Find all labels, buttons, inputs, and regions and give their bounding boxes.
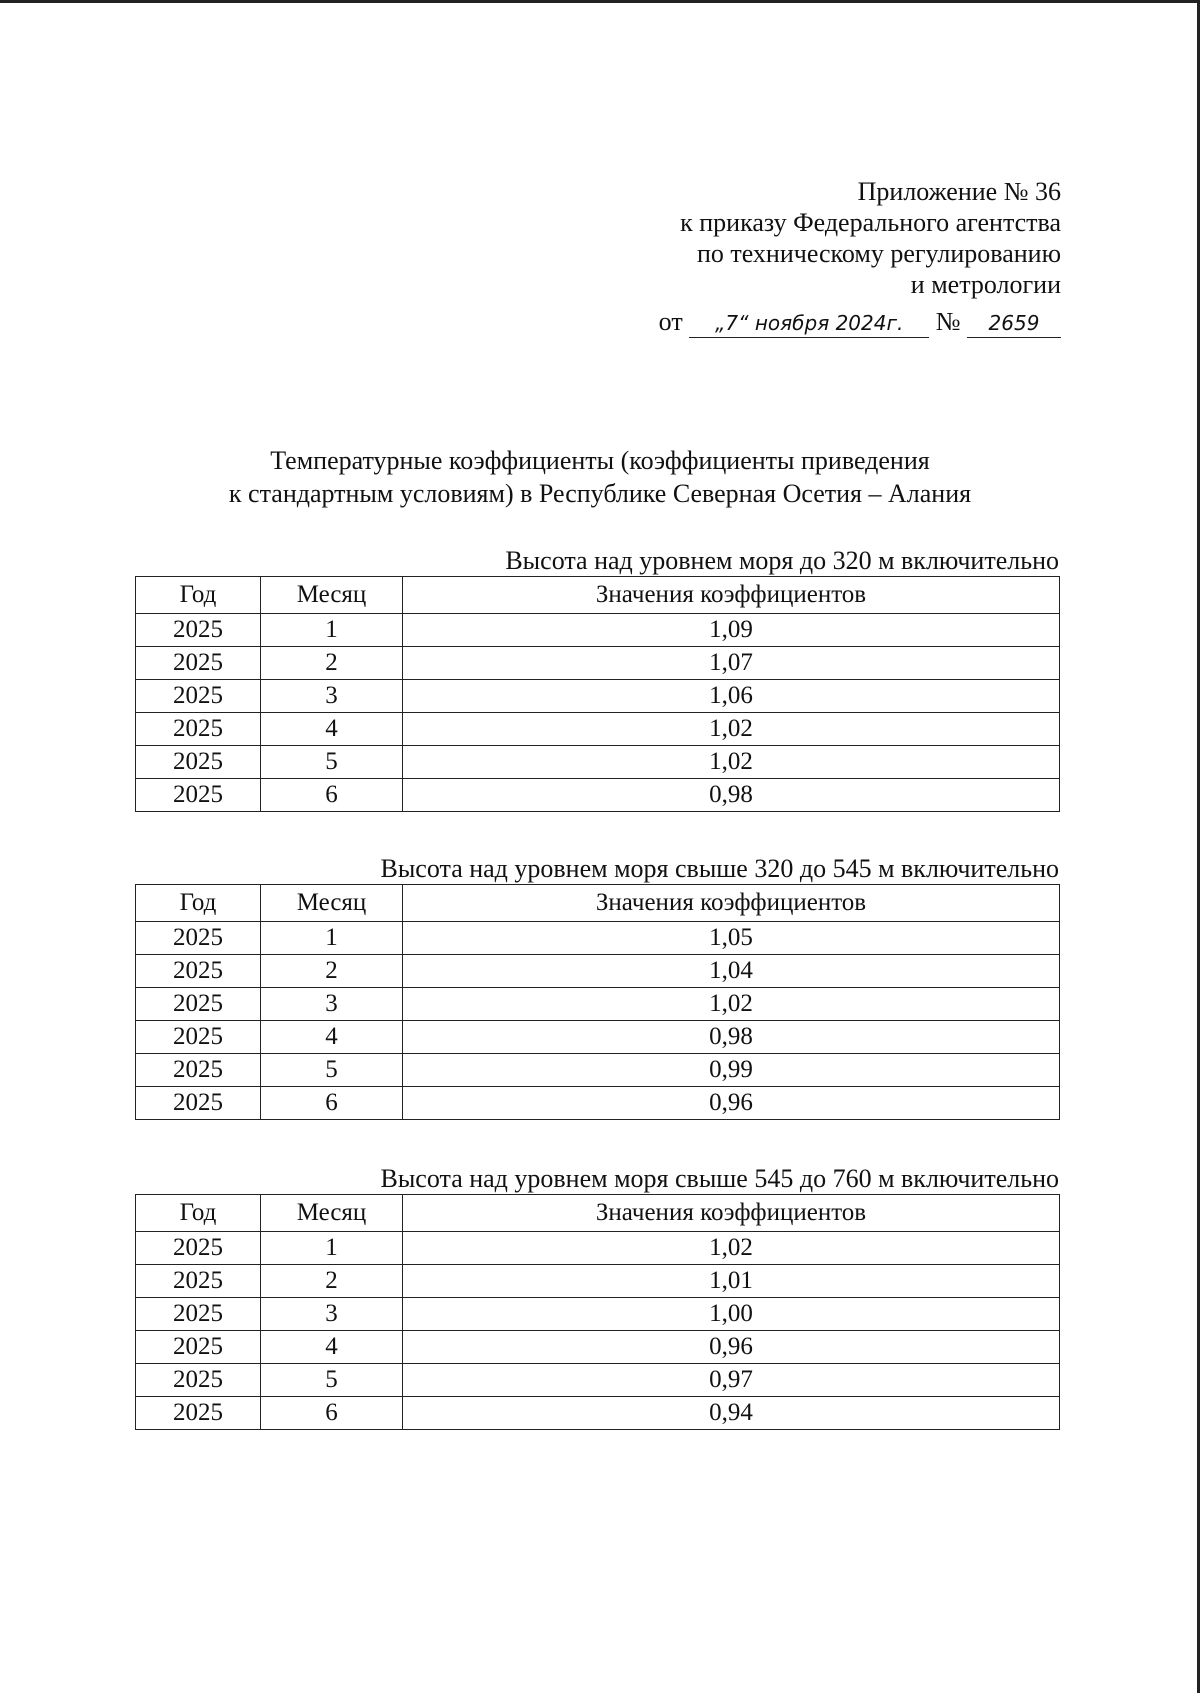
cell-value: 0,98: [403, 1021, 1060, 1054]
cell-value: 0,99: [403, 1054, 1060, 1087]
section-altitude-545-760: [135, 1164, 1059, 1430]
cell-month: 3: [261, 680, 403, 713]
table-row: [136, 988, 1060, 1021]
table-row: [136, 713, 1060, 746]
cell-year: 2025: [136, 1298, 261, 1331]
coefficients-table: [135, 1194, 1060, 1430]
handwritten-order-number: 2659: [967, 309, 1061, 338]
title-line-1: Температурные коэффициенты (коэффициенты приведения: [270, 446, 930, 475]
cell-month: 4: [261, 713, 403, 746]
table-row: [136, 1021, 1060, 1054]
cell-year: 2025: [136, 1364, 261, 1397]
cell-year: 2025: [136, 680, 261, 713]
table-row: [136, 1232, 1060, 1265]
table-row: [136, 680, 1060, 713]
handwritten-date: „7“ ноября 2024г.: [689, 309, 929, 338]
cell-year: 2025: [136, 1232, 261, 1265]
cell-year: 2025: [136, 1331, 261, 1364]
column-header-month: Месяц: [261, 885, 403, 922]
cell-value: 1,00: [403, 1298, 1060, 1331]
cell-month: 5: [261, 1364, 403, 1397]
cell-value: 1,06: [403, 680, 1060, 713]
cell-year: 2025: [136, 1265, 261, 1298]
cell-month: 6: [261, 1397, 403, 1430]
section-altitude-320-545: [135, 854, 1059, 1120]
cell-year: 2025: [136, 647, 261, 680]
cell-month: 1: [261, 614, 403, 647]
table-caption: Высота над уровнем моря свыше 320 до 545 м включительно: [380, 854, 1059, 883]
table-row: [136, 1364, 1060, 1397]
number-label: №: [935, 307, 961, 336]
cell-value: 0,98: [403, 779, 1060, 812]
cell-value: 0,96: [403, 1087, 1060, 1120]
appendix-agency-line-end: и метрологии: [910, 270, 1061, 299]
cell-value: 1,02: [403, 746, 1060, 779]
cell-year: 2025: [136, 988, 261, 1021]
cell-month: 2: [261, 647, 403, 680]
table-header-row: [136, 577, 1060, 614]
table-header-row: [136, 1195, 1060, 1232]
cell-month: 3: [261, 1298, 403, 1331]
cell-month: 5: [261, 1054, 403, 1087]
cell-value: 1,02: [403, 1232, 1060, 1265]
table-row: [136, 1331, 1060, 1364]
cell-value: 0,97: [403, 1364, 1060, 1397]
cell-year: 2025: [136, 1054, 261, 1087]
cell-year: 2025: [136, 614, 261, 647]
appendix-number: Приложение № 36: [857, 177, 1061, 206]
cell-month: 4: [261, 1331, 403, 1364]
column-header-month: Месяц: [261, 577, 403, 614]
cell-month: 6: [261, 779, 403, 812]
cell-month: 2: [261, 1265, 403, 1298]
cell-month: 2: [261, 955, 403, 988]
appendix-header: [501, 176, 1061, 338]
document-title: [160, 444, 1040, 510]
section-altitude-0-320: [135, 546, 1059, 812]
cell-value: 1,04: [403, 955, 1060, 988]
scan-border-top: [0, 0, 1200, 3]
table-row: [136, 1054, 1060, 1087]
column-header-year: Год: [136, 885, 261, 922]
cell-year: 2025: [136, 779, 261, 812]
cell-month: 6: [261, 1087, 403, 1120]
table-caption: Высота над уровнем моря до 320 м включительно: [505, 546, 1059, 575]
cell-year: 2025: [136, 1021, 261, 1054]
table-row: [136, 922, 1060, 955]
column-header-value: Значения коэффициентов: [403, 577, 1060, 614]
cell-value: 1,01: [403, 1265, 1060, 1298]
table-header-row: [136, 885, 1060, 922]
appendix-agency-line: по техническому регулированию: [696, 239, 1061, 268]
cell-month: 1: [261, 922, 403, 955]
table-row: [136, 1265, 1060, 1298]
cell-month: 5: [261, 746, 403, 779]
cell-month: 1: [261, 1232, 403, 1265]
cell-year: 2025: [136, 1087, 261, 1120]
cell-value: 1,05: [403, 922, 1060, 955]
cell-year: 2025: [136, 922, 261, 955]
table-row: [136, 779, 1060, 812]
table-row: [136, 614, 1060, 647]
table-row: [136, 1087, 1060, 1120]
coefficients-table: [135, 884, 1060, 1120]
table-row: [136, 1298, 1060, 1331]
title-line-2: к стандартным условиям) в Республике Северная Осетия – Алания: [228, 479, 972, 508]
date-prefix: от: [658, 307, 683, 336]
table-row: [136, 647, 1060, 680]
cell-year: 2025: [136, 713, 261, 746]
order-date-line: [501, 306, 1061, 338]
appendix-order-ref: к приказу Федерального агентства: [680, 208, 1061, 237]
table-caption: Высота над уровнем моря свыше 545 до 760 м включительно: [380, 1164, 1059, 1193]
cell-year: 2025: [136, 955, 261, 988]
cell-value: 0,96: [403, 1331, 1060, 1364]
cell-value: 1,02: [403, 988, 1060, 1021]
table-row: [136, 955, 1060, 988]
coefficients-table: [135, 576, 1060, 812]
column-header-value: Значения коэффициентов: [403, 1195, 1060, 1232]
column-header-month: Месяц: [261, 1195, 403, 1232]
cell-value: 1,09: [403, 614, 1060, 647]
cell-month: 3: [261, 988, 403, 1021]
cell-value: 1,07: [403, 647, 1060, 680]
column-header-value: Значения коэффициентов: [403, 885, 1060, 922]
cell-value: 1,02: [403, 713, 1060, 746]
cell-year: 2025: [136, 746, 261, 779]
table-row: [136, 746, 1060, 779]
cell-year: 2025: [136, 1397, 261, 1430]
cell-month: 4: [261, 1021, 403, 1054]
column-header-year: Год: [136, 1195, 261, 1232]
table-row: [136, 1397, 1060, 1430]
column-header-year: Год: [136, 577, 261, 614]
cell-value: 0,94: [403, 1397, 1060, 1430]
